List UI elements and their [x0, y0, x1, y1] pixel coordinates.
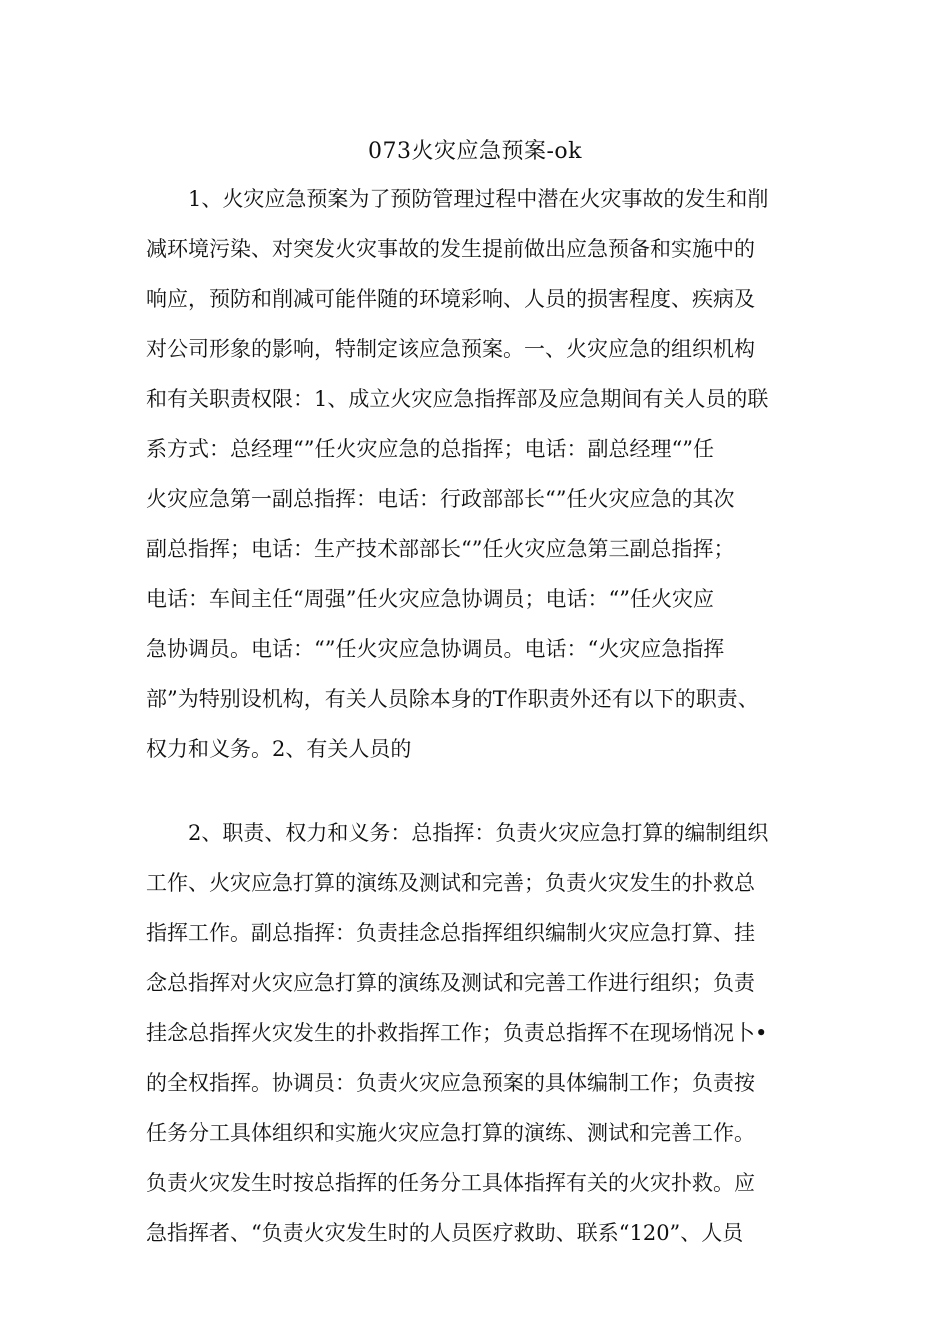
- text-line: 副总指挥；电话：生产技术部部长“”任火灾应急第三副总指挥；: [146, 537, 735, 561]
- text-line: 1、火灾应急预案为了预防管理过程中潜在火灾事故的发生和削: [188, 187, 769, 211]
- text-line: 系方式：总经理“”任火灾应急的总指挥；电话：副总经理“”任: [146, 437, 714, 461]
- text-line: 指挥工作。副总指挥：负责挂念总指挥组织编制火灾应急打算、挂: [146, 921, 755, 945]
- text-line: 响应，预防和削减可能伴随的环境彩响、人员的损害程度、疾病及: [146, 287, 755, 311]
- text-line: 念总指挥对火灾应急打算的演练及测试和完善工作进行组织；负责: [146, 971, 755, 995]
- text-line: 急指挥者、“负责火灾发生时的人员医疗救助、联系“120”、人员: [146, 1221, 744, 1245]
- text-line: 减环境污染、对突发火灾事故的发生提前做出应急预备和实施中的: [146, 237, 755, 261]
- text-line: 任务分工具体组织和实施火灾应急打算的演练、测试和完善工作。: [146, 1121, 755, 1145]
- text-line: 电话：车间主任“周强”任火灾应急协调员；电话：“”任火灾应: [146, 587, 714, 611]
- text-line: 部”为特别设机构，有关人员除本身的T作职责外还有以下的职责、: [146, 687, 759, 711]
- text-line: 对公司形象的影响，特制定该应急预案。一、火灾应急的组织机构: [146, 337, 755, 361]
- paragraph-2: [146, 808, 826, 1258]
- text-line: 的全权指挥。协调员：负责火灾应急预案的具体编制工作；负责按: [146, 1071, 755, 1095]
- text-line: 工作、火灾应急打算的演练及测试和完善；负责火灾发生的扑救总: [146, 871, 755, 895]
- text-line: 权力和义务。2、有关人员的: [146, 737, 412, 761]
- text-line: 和有关职责权限：1、成立火灾应急指挥部及应急期间有关人员的联: [146, 387, 769, 411]
- text-line: 2、职责、权力和义务：总指挥：负责火灾应急打算的编制组织: [188, 821, 769, 845]
- text-line: 火灾应急第一副总指挥：电话：行政部部长“”任火灾应急的其次: [146, 487, 735, 511]
- text-line: 急协调员。电话：“”任火灾应急协调员。电话：“火灾应急指挥: [146, 637, 725, 661]
- paragraph-1: [146, 174, 826, 774]
- text-line: 负责火灾发生时按总指挥的任务分工具体指挥有关的火灾扑救。应: [146, 1171, 755, 1195]
- document-title: 073火灾应急预案-ok: [367, 139, 582, 164]
- text-line: 挂念总指挥火灾发生的扑救指挥工作；负责总指挥不在现场悄况卜•: [146, 1021, 768, 1045]
